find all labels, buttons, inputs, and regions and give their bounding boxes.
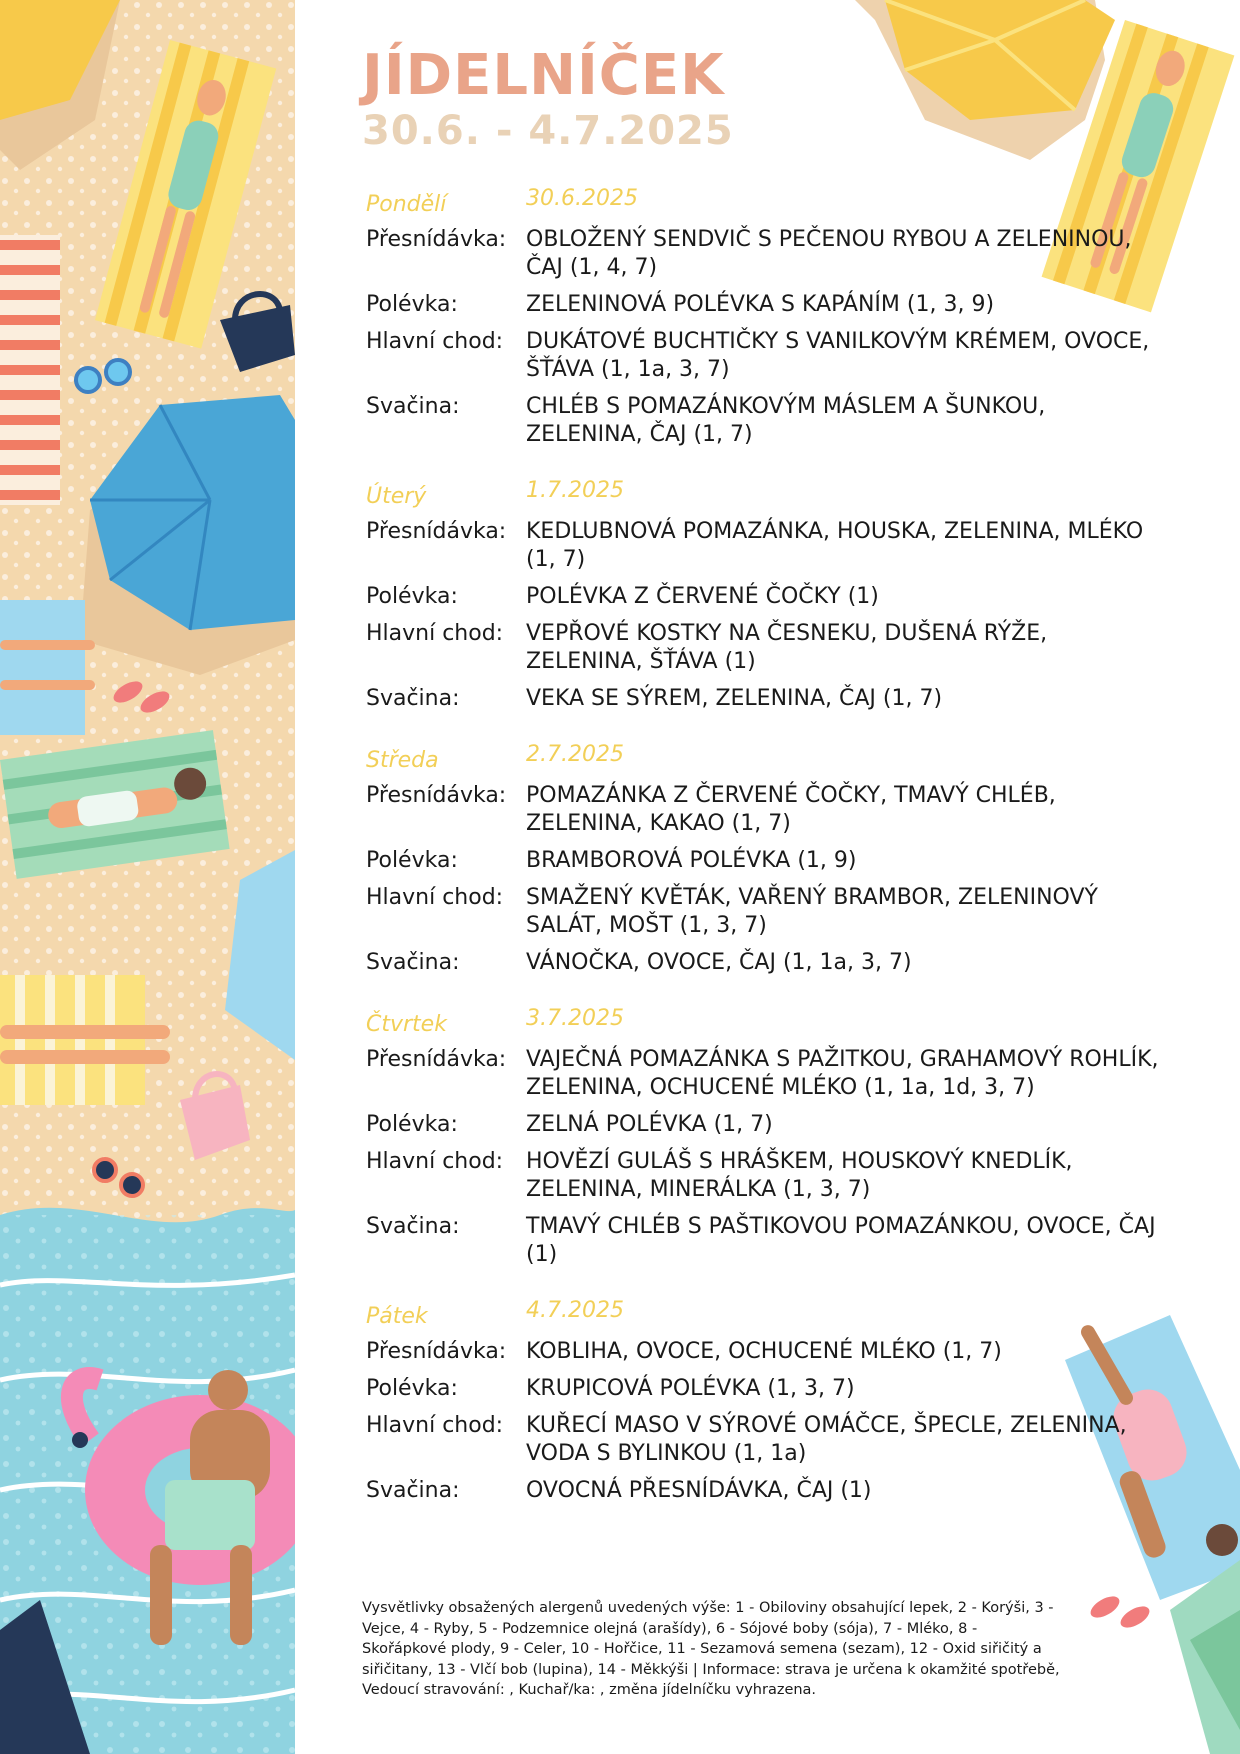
meal-row-main bbox=[366, 1412, 1166, 1468]
beach-illustration-strip bbox=[0, 0, 295, 1754]
meal-row-soup bbox=[366, 1111, 1166, 1139]
meal-text: POMAZÁNKA Z ČERVENÉ ČOČKY, TMAVÝ CHLÉB, ZELENINA, KAKAO (1, 7) bbox=[526, 783, 1056, 836]
meal-text: OBLOŽENÝ SENDVIČ S PEČENOU RYBOU A ZELENINOU, ČAJ (1, 4, 7) bbox=[526, 227, 1132, 280]
day-name: Pátek bbox=[366, 1304, 428, 1329]
meal-label: Svačina: bbox=[366, 394, 460, 419]
meal-label: Svačina: bbox=[366, 1478, 460, 1503]
meal-row-snack bbox=[366, 1213, 1166, 1269]
day-name: Úterý bbox=[366, 484, 427, 509]
day-header bbox=[366, 742, 1166, 782]
meal-label: Přesnídávka: bbox=[366, 1339, 507, 1364]
meal-label: Svačina: bbox=[366, 686, 460, 711]
day-thursday bbox=[366, 1006, 1166, 1269]
meal-label: Polévka: bbox=[366, 1112, 458, 1137]
meal-label: Polévka: bbox=[366, 1376, 458, 1401]
meal-text: VAJEČNÁ POMAZÁNKA S PAŽITKOU, GRAHAMOVÝ ROHLÍK, ZELENINA, OCHUCENÉ MLÉKO (1, 1a, 1d, 3, 7) bbox=[526, 1047, 1159, 1100]
meal-text: ZELENINOVÁ POLÉVKA S KAPÁNÍM (1, 3, 9) bbox=[526, 292, 995, 317]
meal-row-breakfast bbox=[366, 1338, 1166, 1366]
day-tuesday bbox=[366, 478, 1166, 713]
day-friday bbox=[366, 1298, 1166, 1505]
meal-label: Polévka: bbox=[366, 292, 458, 317]
meal-text: SMAŽENÝ KVĚTÁK, VAŘENÝ BRAMBOR, ZELENINOVÝ SALÁT, MOŠT (1, 3, 7) bbox=[526, 885, 1098, 938]
meal-label: Svačina: bbox=[366, 1214, 460, 1239]
date-range: 30.6. - 4.7.2025 bbox=[362, 108, 734, 154]
meal-text: DUKÁTOVÉ BUCHTIČKY S VANILKOVÝM KRÉMEM, OVOCE, ŠŤÁVA (1, 1a, 3, 7) bbox=[526, 329, 1150, 382]
day-header bbox=[366, 1298, 1166, 1338]
day-date: 30.6.2025 bbox=[526, 186, 638, 211]
meal-row-main bbox=[366, 1148, 1166, 1204]
day-monday bbox=[366, 186, 1166, 449]
day-name: Středa bbox=[366, 748, 439, 773]
meal-text: BRAMBOROVÁ POLÉVKA (1, 9) bbox=[526, 848, 857, 873]
meal-label: Hlavní chod: bbox=[366, 621, 504, 646]
meal-label: Polévka: bbox=[366, 848, 458, 873]
meal-text: VÁNOČKA, OVOCE, ČAJ (1, 1a, 3, 7) bbox=[526, 950, 912, 975]
meal-text: OVOCNÁ PŘESNÍDÁVKA, ČAJ (1) bbox=[526, 1478, 872, 1503]
meal-row-snack bbox=[366, 393, 1166, 449]
day-name: Pondělí bbox=[366, 192, 447, 217]
meal-label: Hlavní chod: bbox=[366, 1149, 504, 1174]
meal-label: Svačina: bbox=[366, 950, 460, 975]
weekly-menu bbox=[366, 186, 1166, 1534]
meal-row-soup bbox=[366, 847, 1166, 875]
meal-text: KEDLUBNOVÁ POMAZÁNKA, HOUSKA, ZELENINA, MLÉKO (1, 7) bbox=[526, 519, 1144, 572]
allergen-legend: Vysvětlivky obsažených alergenů uvedených výše: 1 - Obiloviny obsahující lepek, 2 - Korýši, 3 - Vejce, 4 - Ryby, 5 - Podzemnice olejná (arašídy), 6 - Sójové boby (sója), 7 - Mléko, 8 - Skořápkové plody, 9 - Celer, 10 - Hořčice, 11 - Sezamová semena (sezam), 12 - Oxid siřičitý a siřičitany, 13 - Vlčí bob (lupina), 14 - Měkkýši | Informace: strava je určena k okamžité spotřebě, Vedoucí stravování: , Kuchař/ka: , změna jídelníčku vyhrazena. bbox=[362, 1600, 1060, 1698]
meal-row-breakfast bbox=[366, 782, 1166, 838]
meal-label: Hlavní chod: bbox=[366, 1413, 504, 1438]
day-header bbox=[366, 186, 1166, 226]
day-header bbox=[366, 478, 1166, 518]
day-name: Čtvrtek bbox=[366, 1012, 447, 1037]
meal-text: VEKA SE SÝREM, ZELENINA, ČAJ (1, 7) bbox=[526, 686, 943, 711]
meal-text: KUŘECÍ MASO V SÝROVÉ OMÁČCE, ŠPECLE, ZELENINA, VODA S BYLINKOU (1, 1a) bbox=[526, 1413, 1127, 1466]
day-date: 1.7.2025 bbox=[526, 478, 624, 503]
meal-text: ZELNÁ POLÉVKA (1, 7) bbox=[526, 1112, 773, 1137]
beach-illustration bbox=[0, 0, 295, 1754]
meal-row-breakfast bbox=[366, 226, 1166, 282]
day-date: 3.7.2025 bbox=[526, 1006, 624, 1031]
page-title: JÍDELNÍČEK bbox=[362, 43, 725, 108]
meal-label: Přesnídávka: bbox=[366, 783, 507, 808]
meal-text: POLÉVKA Z ČERVENÉ ČOČKY (1) bbox=[526, 584, 879, 609]
meal-label: Přesnídávka: bbox=[366, 1047, 507, 1072]
meal-text: CHLÉB S POMAZÁNKOVÝM MÁSLEM A ŠUNKOU, ZELENINA, ČAJ (1, 7) bbox=[526, 394, 1046, 447]
meal-text: HOVĚZÍ GULÁŠ S HRÁŠKEM, HOUSKOVÝ KNEDLÍK, ZELENINA, MINERÁLKA (1, 3, 7) bbox=[526, 1149, 1073, 1202]
meal-row-main bbox=[366, 620, 1166, 676]
day-date: 4.7.2025 bbox=[526, 1298, 624, 1323]
meal-label: Polévka: bbox=[366, 584, 458, 609]
meal-label: Hlavní chod: bbox=[366, 885, 504, 910]
day-header bbox=[366, 1006, 1166, 1046]
meal-row-breakfast bbox=[366, 1046, 1166, 1102]
meal-text: KOBLIHA, OVOCE, OCHUCENÉ MLÉKO (1, 7) bbox=[526, 1339, 1002, 1364]
meal-label: Přesnídávka: bbox=[366, 227, 507, 252]
meal-row-soup bbox=[366, 291, 1166, 319]
meal-label: Hlavní chod: bbox=[366, 329, 504, 354]
meal-text: KRUPICOVÁ POLÉVKA (1, 3, 7) bbox=[526, 1376, 855, 1401]
meal-row-soup bbox=[366, 1375, 1166, 1403]
meal-row-main bbox=[366, 328, 1166, 384]
meal-text: TMAVÝ CHLÉB S PAŠTIKOVOU POMAZÁNKOU, OVOCE, ČAJ (1) bbox=[526, 1214, 1156, 1267]
meal-row-snack bbox=[366, 949, 1166, 977]
day-date: 2.7.2025 bbox=[526, 742, 624, 767]
meal-row-soup bbox=[366, 583, 1166, 611]
meal-row-main bbox=[366, 884, 1166, 940]
meal-text: VEPŘOVÉ KOSTKY NA ČESNEKU, DUŠENÁ RÝŽE, ZELENINA, ŠŤÁVA (1) bbox=[526, 621, 1048, 674]
meal-label: Přesnídávka: bbox=[366, 519, 507, 544]
meal-row-snack bbox=[366, 685, 1166, 713]
meal-row-snack bbox=[366, 1477, 1166, 1505]
day-wednesday bbox=[366, 742, 1166, 977]
meal-row-breakfast bbox=[366, 518, 1166, 574]
